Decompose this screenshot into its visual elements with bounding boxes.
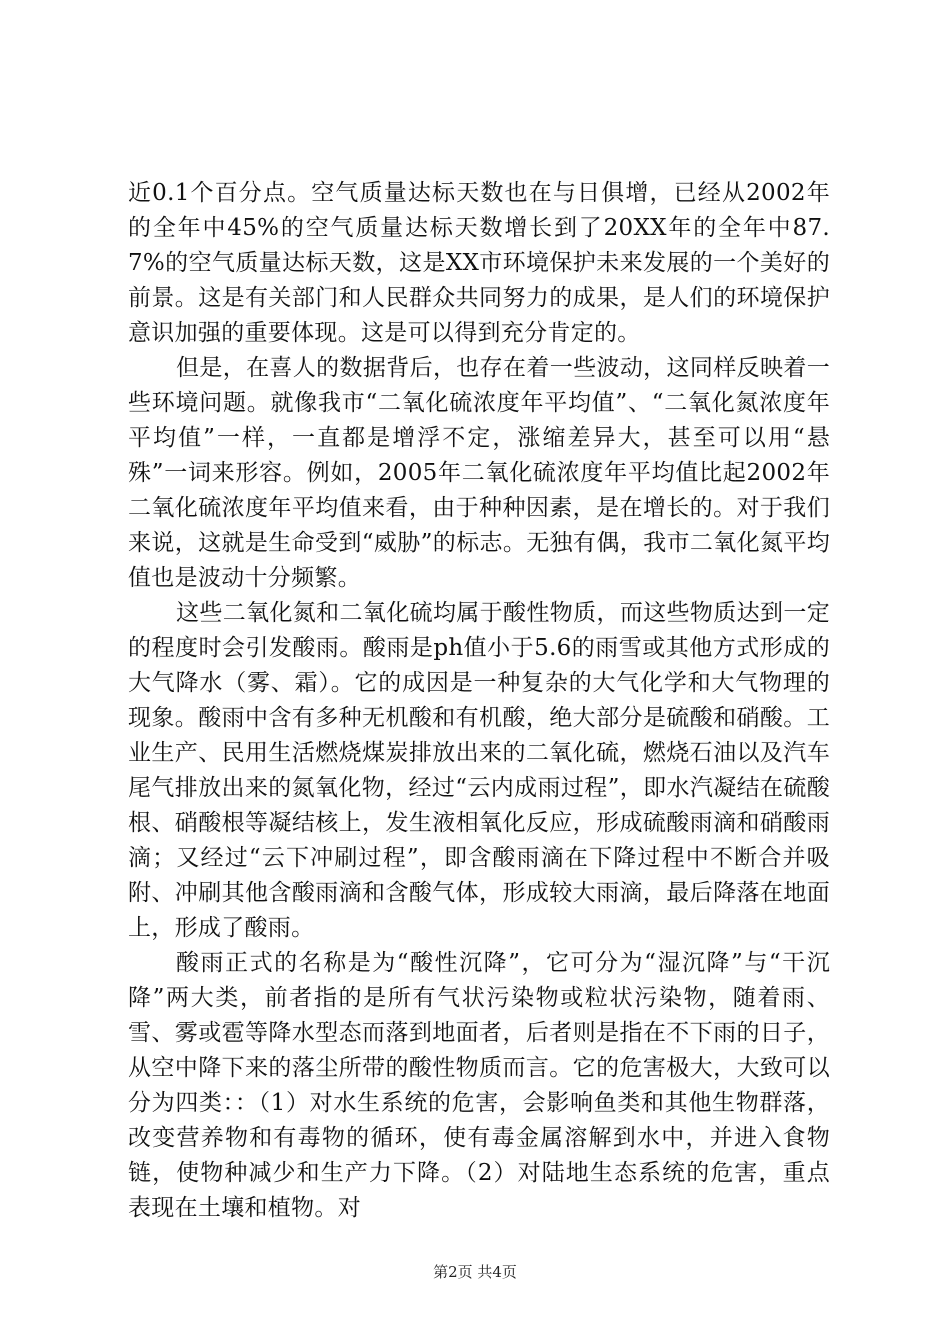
paragraph-acid-rain-cause: 这些二氧化氮和二氧化硫均属于酸性物质，而这些物质达到一定的程度时会引发酸雨。酸雨是ph值小于5.6的雨雪或其他方式形成的大气降水（雾、霜）。它的成因是一种复杂的大气化学和大气物理的现象。酸雨中含有多种无机酸和有机酸，绝大部分是硫酸和硝酸。工业生产、民用生活燃烧煤炭排放出来的二氧化硫，燃烧石油以及汽车尾气排放出来的氮氧化物，经过“云内成雨过程”，即水汽凝结在硫酸根、硝酸根等凝结核上，发生液相氧化反应，形成硫酸雨滴和硝酸雨滴；又经过“云下冲刷过程”，即含酸雨滴在下降过程中不断合并吸附、冲刷其他含酸雨滴和含酸气体，形成较大雨滴，最后降落在地面上，形成了酸雨。: [128, 600, 830, 941]
paragraph-acid-rain-hazards: 酸雨正式的名称是为“酸性沉降”，它可分为“湿沉降”与“干沉降”两大类，前者指的是所有气状污染物或粒状污染物，随着雨、雪、雾或雹等降水型态而落到地面者，后者则是指在不下雨的日子，从空中降下来的落尘所带的酸性物质而言。它的危害极大，大致可以分为四类：：（1）对水生系统的危害，会影响鱼类和其他生物群落，改变营养物和有毒物的循环，使有毒金属溶解到水中，并进入食物链，使物种减少和生产力下降。（2）对陆地生态系统的危害，重点表现在土壤和植物。对: [128, 950, 830, 1221]
body-text: [128, 176, 830, 1226]
paragraph-continuation: 近0.1个百分点。空气质量达标天数也在与日俱增，已经从2002年的全年中45%的空气质量达标天数增长到了20XX年的全年中87.7%的空气质量达标天数，这是XX市环境保护未来发展的一个美好的前景。这是有关部门和人民群众共同努力的成果，是人们的环境保护意识加强的重要体现。这是可以得到充分肯定的。: [128, 180, 830, 346]
paragraph-fluctuation: 但是，在喜人的数据背后，也存在着一些波动，这同样反映着一些环境问题。就像我市“二氧化硫浓度年平均值”、“二氧化氮浓度年平均值”一样，一直都是增浮不定，涨缩差异大，甚至可以用“悬殊”一词来形容。例如，2005年二氧化硫浓度年平均值比起2002年二氧化硫浓度年平均值来看，由于种种因素，是在增长的。对于我们来说，这就是生命受到“威胁”的标志。无独有偶，我市二氧化氮平均值也是波动十分频繁。: [128, 355, 830, 591]
page-number-footer: 第2页 共4页: [433, 1263, 517, 1281]
